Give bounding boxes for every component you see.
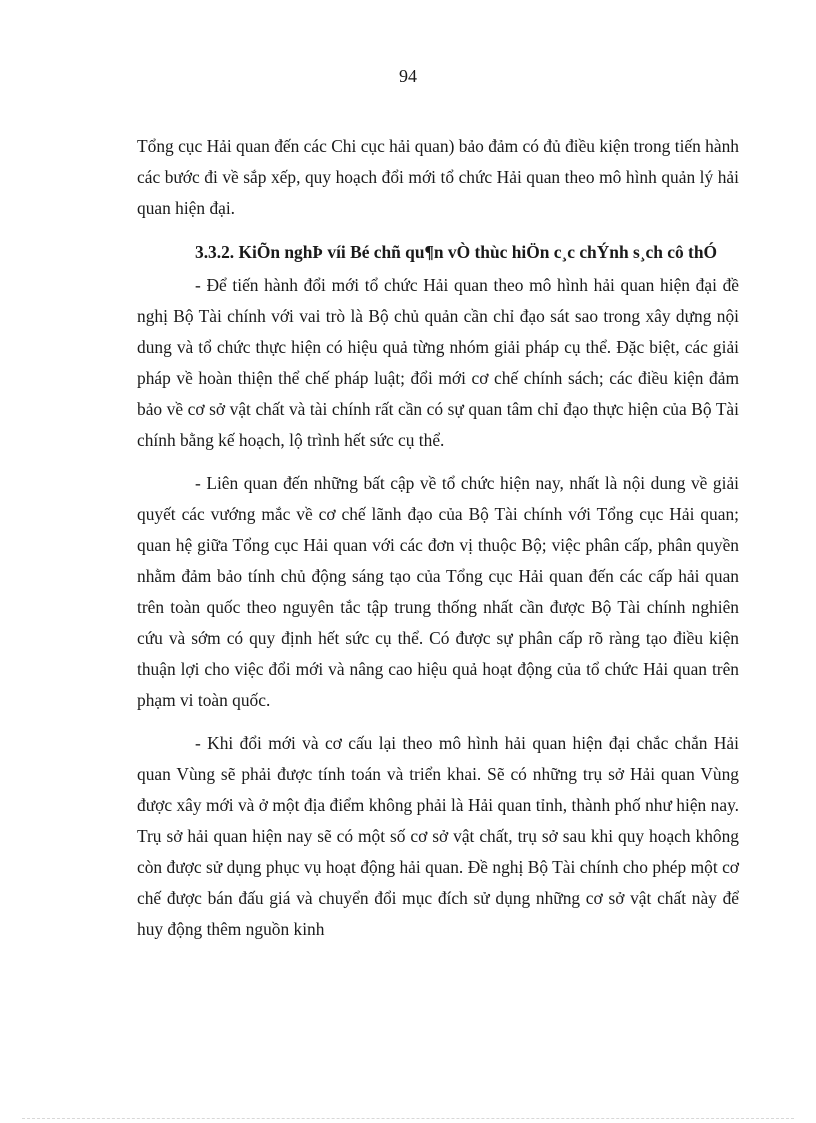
paragraph: - Để tiến hành đổi mới tổ chức Hải quan theo mô hình hải quan hiện đại đề nghị Bộ Tài chính với vai trò là Bộ chủ quản cần chỉ đạo sát sao trong xây dựng nội dung và tổ chức thực hiện có hiệu quả từng nhóm giải pháp cụ thể. Đặc biệt, các giải pháp về hoàn thiện thể chế pháp luật; đổi mới cơ chế chính sách; các điều kiện đảm bảo về cơ sở vật chất và tài chính rất cần có sự quan tâm chỉ đạo thực hiện của Bộ Tài chính bằng kế hoạch, lộ trình hết sức cụ thể. [137, 275, 739, 450]
paragraph: - Liên quan đến những bất cập về tổ chức hiện nay, nhất là nội dung về giải quyết các vướng mắc về cơ chế lãnh đạo của Bộ Tài chính với Tổng cục Hải quan; quan hệ giữa Tổng cục Hải quan với các đơn vị thuộc Bộ; việc phân cấp, phân quyền nhằm đảm bảo tính chủ động sáng tạo của Tổng cục Hải quan đến các cấp hải quan trên toàn quốc theo nguyên tắc tập trung thống nhất cần được Bộ Tài chính nghiên cứu và sớm có quy định hết sức cụ thể. Có được sự phân cấp rõ ràng tạo điều kiện thuận lợi cho việc đổi mới và nâng cao hiệu quả hoạt động của tổ chức Hải quan trên phạm vi toàn quốc. [137, 473, 739, 710]
page-number: 94 [399, 66, 417, 86]
page-body [137, 131, 739, 945]
section-heading: 3.3.2. KiÕn nghÞ víi Bé chñ qu¶n vÒ thùc hiÖn c¸c chÝnh s¸ch cô thÓ [195, 242, 718, 262]
paragraph-continuation: Tổng cục Hải quan đến các Chi cục hải quan) bảo đảm có đủ điều kiện trong tiến hành các bước đi về sắp xếp, quy hoạch đổi mới tổ chức Hải quan theo mô hình quản lý hải quan hiện đại. [137, 136, 739, 218]
paragraph: - Khi đổi mới và cơ cấu lại theo mô hình hải quan hiện đại chắc chắn Hải quan Vùng sẽ phải được tính toán và triển khai. Sẽ có những trụ sở Hải quan Vùng được xây mới và ở một địa điểm không phải là Hải quan tỉnh, thành phố như hiện nay. Trụ sở hải quan hiện nay sẽ có một số cơ sở vật chất, trụ sở sau khi quy hoạch không còn được sử dụng phục vụ hoạt động hải quan. Đề nghị Bộ Tài chính cho phép một cơ chế được bán đấu giá và chuyển đổi mục đích sử dụng những cơ sở vật chất này để huy động thêm nguồn kinh [137, 733, 739, 939]
page-bottom-divider [22, 1118, 794, 1119]
